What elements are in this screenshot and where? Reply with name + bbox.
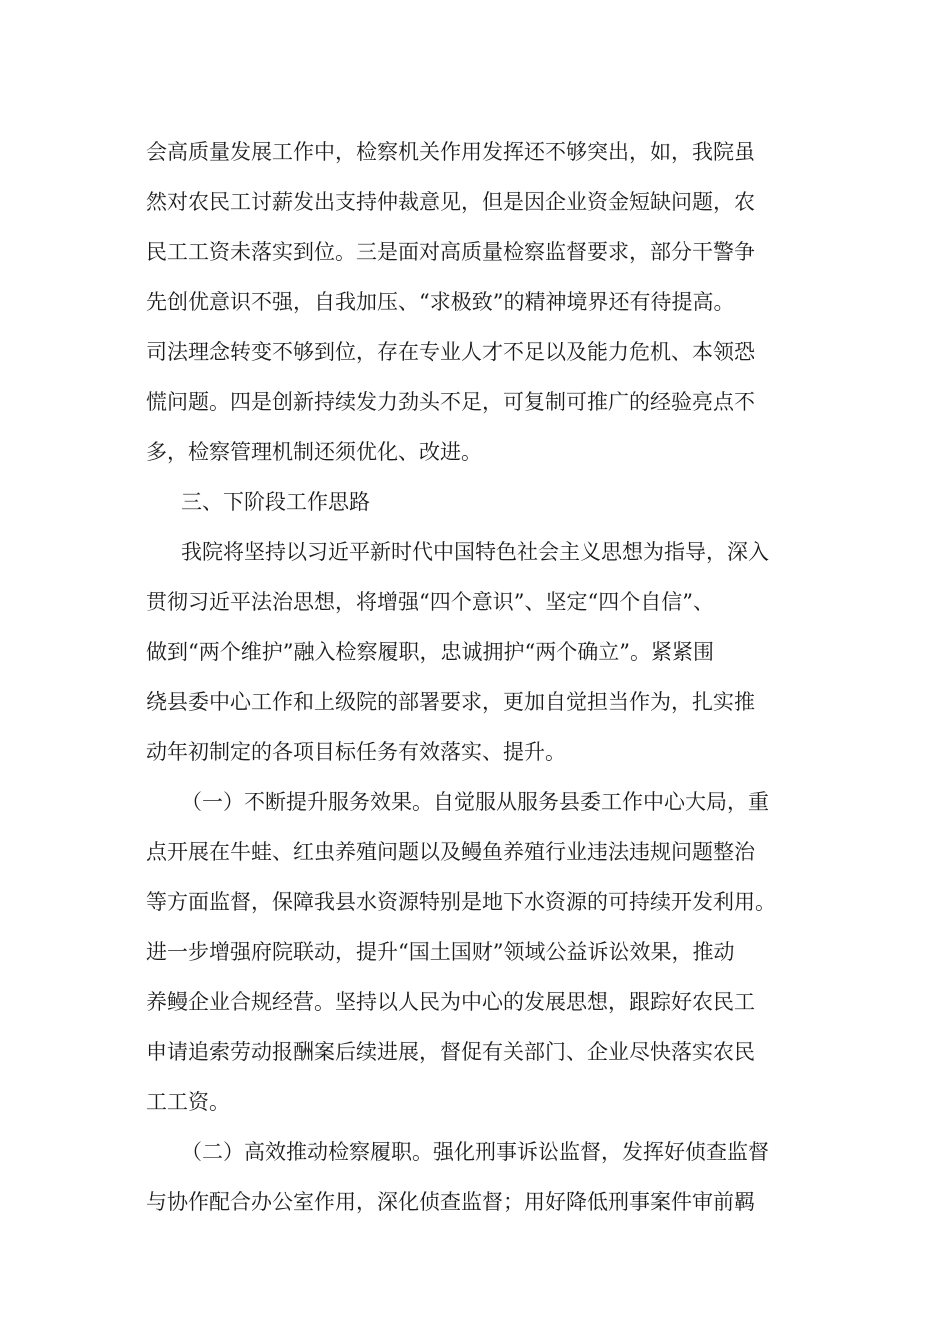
text-line: 做到“两个维护”融入检察履职，忠诚拥护“两个确立”。紧紧围 — [146, 640, 714, 664]
text-line: 我院将坚持以习近平新时代中国特色社会主义思想为指导，深入 — [181, 540, 769, 564]
subsection-paragraph-start: （一）不断提升服务效果。自觉服从服务县委工作中心大局，重 — [181, 790, 769, 814]
text-line: 动年初制定的各项目标任务有效落实、提升。 — [146, 740, 566, 764]
text-line: 慌问题。四是创新持续发力劲头不足，可复制可推广的经验亮点不 — [146, 390, 755, 414]
text-line: 然对农民工讨薪发出支持仲裁意见，但是因企业资金短缺问题，农 — [146, 190, 755, 214]
text-line: 多，检察管理机制还须优化、改进。 — [146, 440, 482, 464]
text-line: 绕县委中心工作和上级院的部署要求，更加自觉担当作为，扎实推 — [146, 690, 755, 714]
text-line: 会高质量发展工作中，检察机关作用发挥还不够突出，如，我院虽 — [146, 140, 755, 164]
text-line: 点开展在牛蛙、红虫养殖问题以及鳗鱼养殖行业违法违规问题整治 — [146, 840, 755, 864]
text-line: 进一步增强府院联动，提升“国土国财”领域公益诉讼效果，推动 — [146, 940, 735, 964]
text-line: 贯彻习近平法治思想，将增强“四个意识”、坚定“四个自信”、 — [146, 590, 714, 614]
subsection-paragraph-start: （二）高效推动检察履职。强化刑事诉讼监督，发挥好侦查监督 — [181, 1140, 769, 1164]
section-heading: 三、下阶段工作思路 — [181, 490, 370, 514]
text-line: 申请追索劳动报酬案后续进展，督促有关部门、企业尽快落实农民 — [146, 1040, 755, 1064]
text-line: 与协作配合办公室作用，深化侦查监督；用好降低刑事案件审前羁 — [146, 1190, 755, 1214]
text-line: 先创优意识不强，自我加压、“求极致”的精神境界还有待提高。 — [146, 290, 735, 314]
text-line: 民工工资未落实到位。三是面对高质量检察监督要求，部分干警争 — [146, 240, 755, 264]
text-line: 等方面监督，保障我县水资源特别是地下水资源的可持续开发利用。 — [146, 890, 776, 914]
text-line: 司法理念转变不够到位，存在专业人才不足以及能力危机、本领恐 — [146, 340, 755, 364]
text-line: 养鳗企业合规经营。坚持以人民为中心的发展思想，跟踪好农民工 — [146, 990, 755, 1014]
text-line: 工工资。 — [146, 1090, 230, 1114]
